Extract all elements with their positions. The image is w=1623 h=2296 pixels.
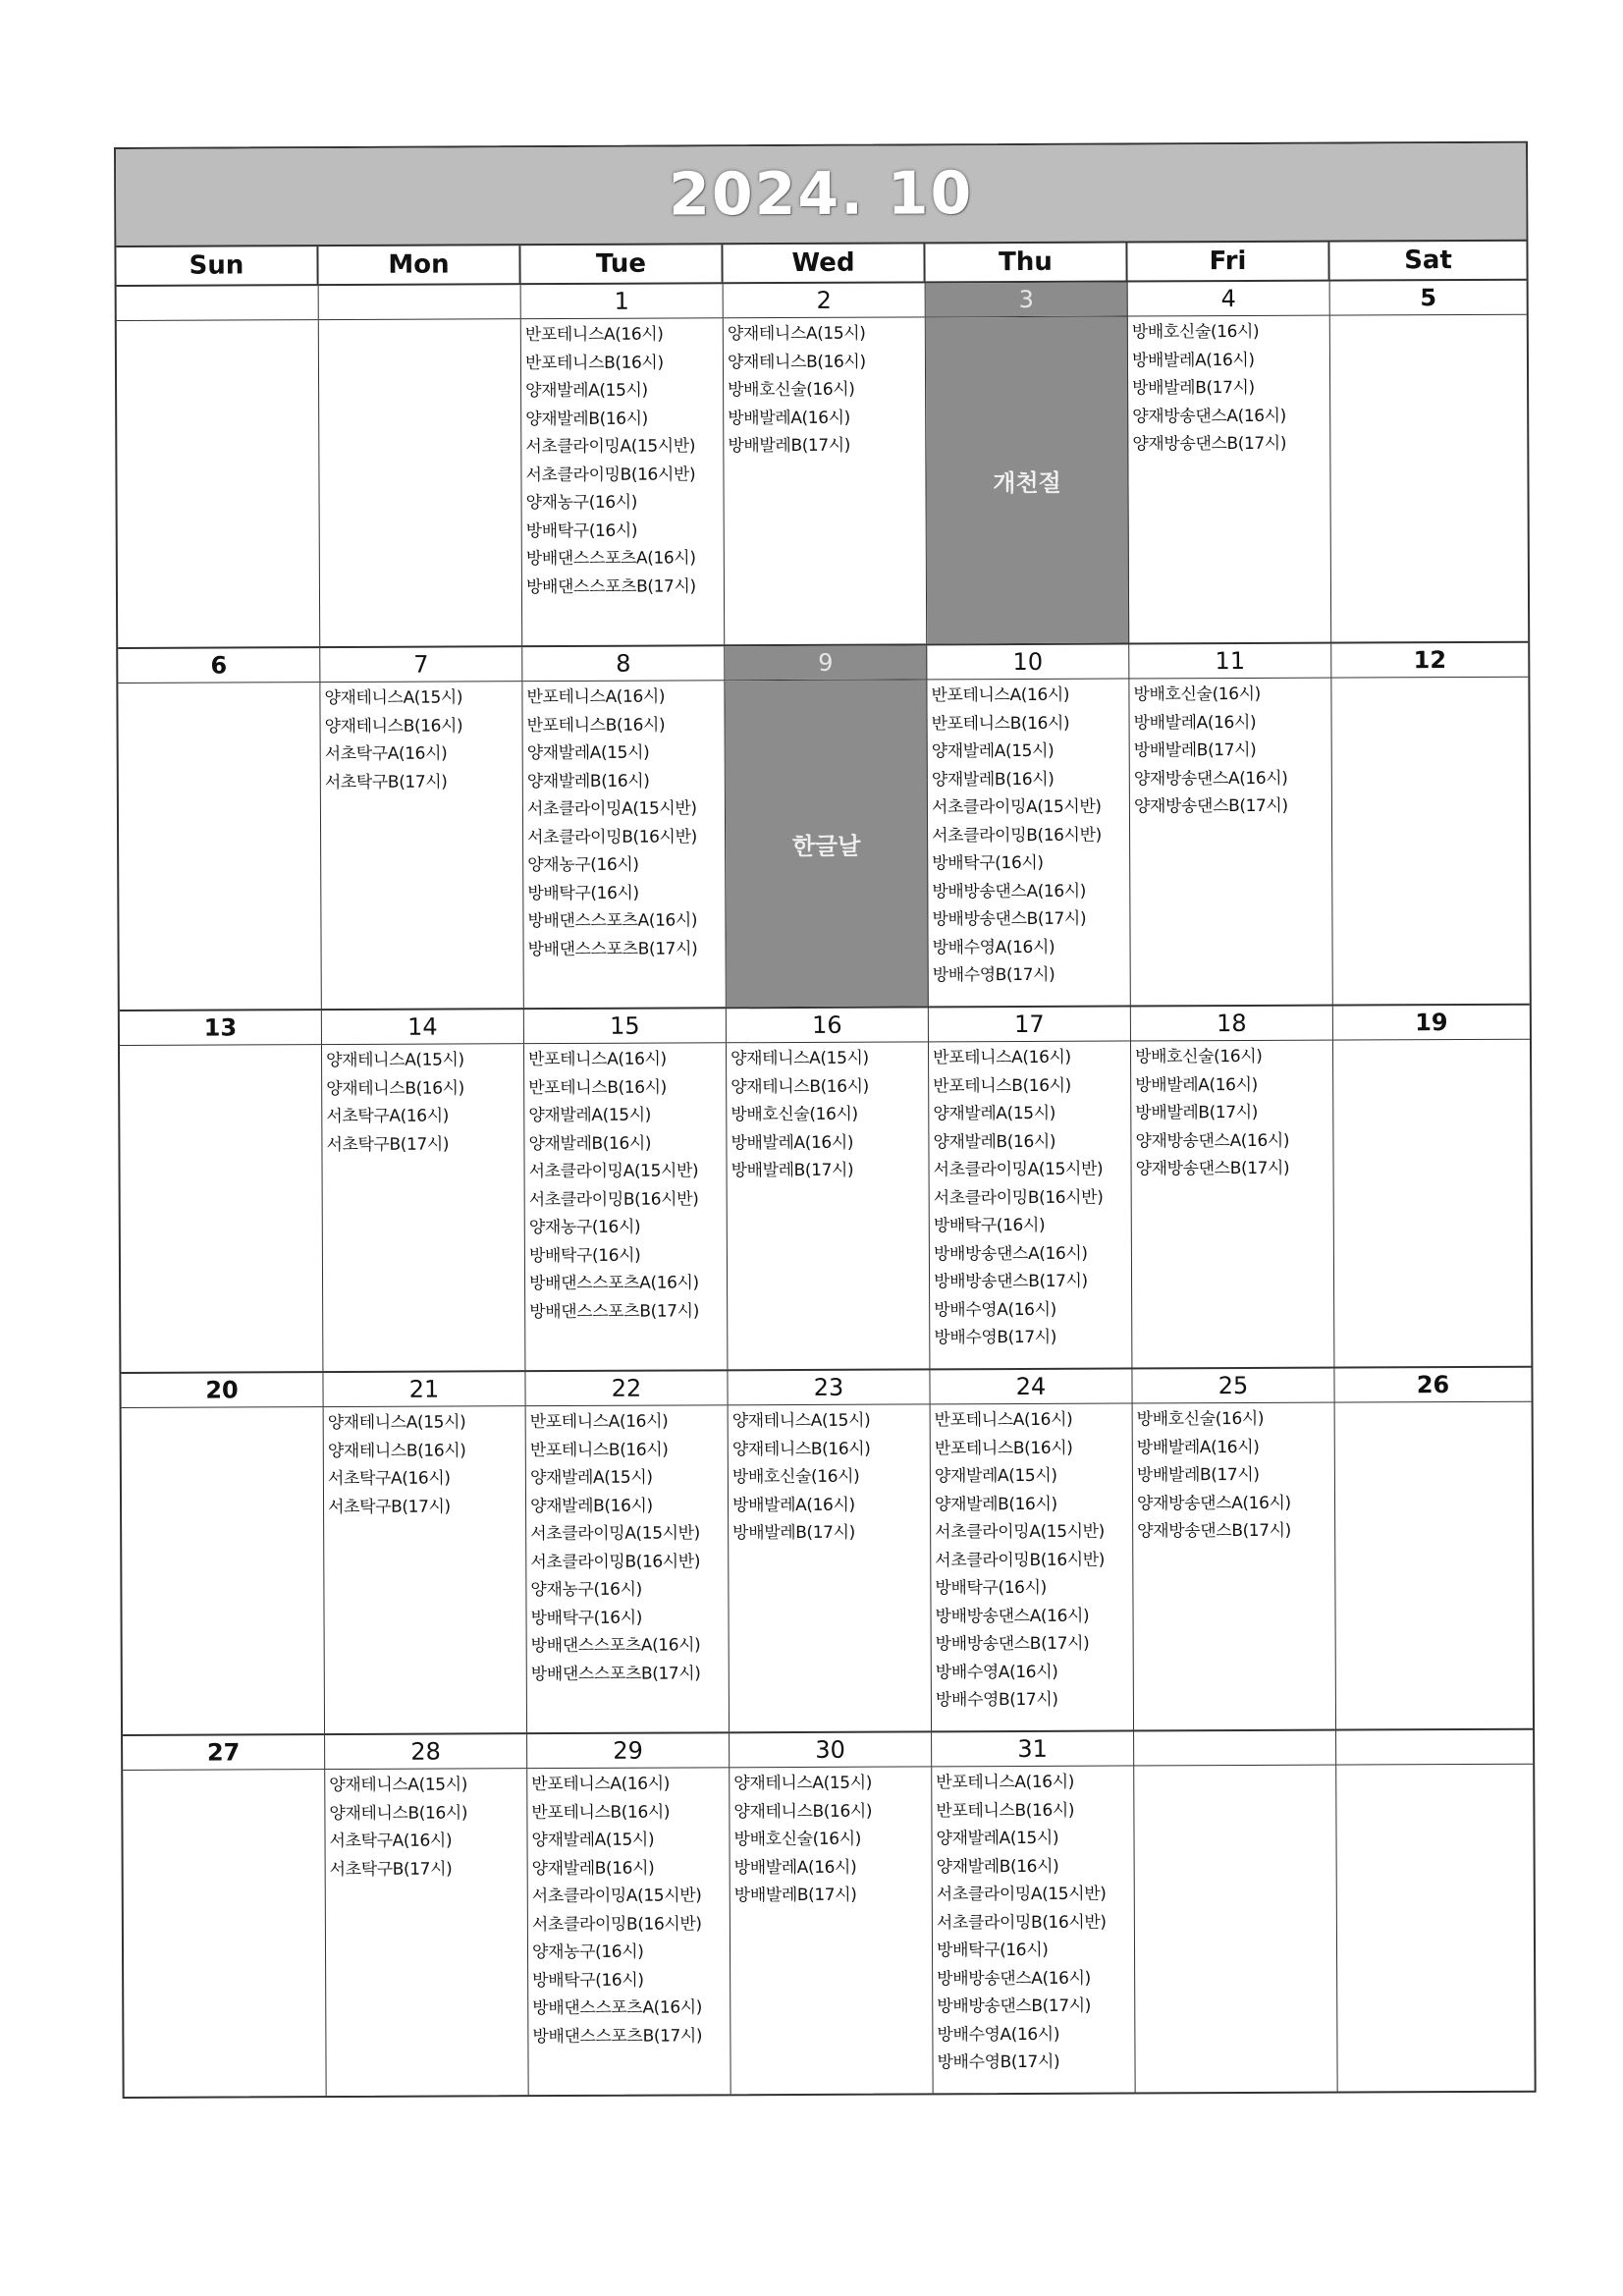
date-number: 10: [927, 644, 1129, 679]
program-item: 양재발레B(16시): [931, 769, 1055, 790]
program-item: 양재테니스B(16시): [733, 1801, 873, 1822]
date-number: 28: [325, 1734, 527, 1769]
calendar-week: [120, 1006, 1532, 1374]
day-cell: [522, 681, 726, 1008]
program-item: 양재발레A(15시): [934, 1465, 1057, 1487]
day-cell: [725, 680, 928, 1007]
program-item: 반포테니스A(16시): [936, 1772, 1074, 1793]
date-number: 25: [1132, 1369, 1334, 1403]
program-item: 방배발레A(16시): [1131, 350, 1255, 370]
program-item: 방배방송댄스B(17시): [934, 1271, 1088, 1292]
program-item: 서초클라이밍A(15시반): [525, 436, 696, 458]
program-item: 서초클라이밍A(15시반): [931, 796, 1102, 818]
day-cell: [926, 316, 1129, 643]
program-item: 방배탁구(16시): [528, 1245, 641, 1266]
day-cell: [729, 1404, 932, 1731]
program-item: 반포테니스A(16시): [528, 1049, 667, 1070]
program-item: 서초클라이밍A(15시반): [936, 1884, 1107, 1905]
program-item: 양재테니스A(15시): [733, 1773, 872, 1794]
program-item: 방배수영A(16시): [934, 1299, 1056, 1320]
date-number: 11: [1129, 644, 1331, 679]
program-item: 방배댄스스포츠B(17시): [530, 1663, 701, 1684]
weekday-header-row: [116, 242, 1526, 287]
program-item: 양재발레A(15시): [936, 1828, 1059, 1849]
program-item: 방배호신술(16시): [1133, 683, 1261, 705]
program-item: 서초클라이밍A(15시반): [935, 1521, 1105, 1543]
program-item: 방배수영A(16시): [935, 1662, 1058, 1682]
program-item: 반포테니스A(16시): [524, 324, 664, 346]
program-item: 방배탁구(16시): [532, 1970, 644, 1991]
program-item: 방배방송댄스B(17시): [932, 908, 1087, 930]
program-item: 반포테니스B(16시): [528, 1077, 667, 1098]
day-cell: [1133, 1403, 1336, 1730]
calendar-week: [123, 1730, 1535, 2097]
day-cell: [1134, 1766, 1337, 2093]
program-item: 방배발레A(16시): [731, 1495, 855, 1515]
date-number: 1: [521, 284, 724, 318]
program-item: 방배호신술(16시): [1131, 321, 1260, 343]
day-cell: [120, 1045, 323, 1372]
date-number: 15: [524, 1009, 727, 1043]
program-item: 양재방송댄스A(16시): [1133, 768, 1288, 789]
program-item: 양재농구(16시): [527, 854, 639, 876]
program-item: 반포테니스A(16시): [529, 1411, 669, 1433]
program-item: 방배발레B(17시): [733, 1885, 857, 1906]
day-cell: [1330, 315, 1528, 642]
date-number: 22: [525, 1371, 728, 1405]
program-item: 방배수영B(17시): [937, 2051, 1060, 2073]
program-item: 양재발레A(15시): [525, 380, 648, 402]
holiday-name: 개천절: [993, 468, 1061, 497]
program-item: 반포테니스B(16시): [524, 353, 664, 373]
day-cell: [117, 320, 320, 647]
weekday-mon: Mon: [318, 246, 520, 284]
program-item: 양재테니스A(15시): [731, 1410, 871, 1432]
program-item: 양재테니스A(15시): [327, 1412, 466, 1434]
date-number: 17: [929, 1007, 1131, 1041]
program-item: 방배탁구(16시): [530, 1608, 643, 1628]
program-item: 서초클라이밍A(15시반): [528, 1161, 699, 1182]
program-item: 반포테니스B(16시): [531, 1802, 671, 1823]
program-item: 방배탁구(16시): [932, 852, 1044, 874]
program-item: 양재방송댄스A(16시): [1135, 1130, 1290, 1151]
program-item: 양재테니스B(16시): [327, 1440, 466, 1461]
program-item: 양재방송댄스A(16시): [1132, 406, 1286, 426]
program-item: 방배탁구(16시): [936, 1940, 1049, 1961]
day-cell: [730, 1767, 933, 2094]
day-cell: [932, 1766, 1135, 2093]
program-item: 서초클라이밍B(16시반): [531, 1913, 702, 1935]
program-item: 양재발레B(16시): [531, 1858, 655, 1879]
calendar-weeks: [117, 281, 1535, 2097]
schedule-row: [117, 315, 1528, 647]
program-item: 서초클라이밍A(15시반): [531, 1886, 702, 1907]
date-number: 27: [123, 1735, 325, 1770]
date-number: 16: [727, 1008, 929, 1042]
program-item: 양재발레B(16시): [525, 409, 648, 429]
date-number: [319, 285, 521, 319]
program-item: 양재테니스A(15시): [329, 1775, 467, 1796]
program-item: 방배수영B(17시): [932, 964, 1055, 986]
day-cell: [927, 679, 1130, 1006]
day-cell: [122, 1407, 325, 1734]
weekday-tue: Tue: [520, 245, 723, 283]
program-item: 방배댄스스포츠B(17시): [529, 1300, 699, 1322]
program-item: 방배발레B(17시): [728, 435, 851, 457]
program-item: 양재테니스A(15시): [730, 1048, 869, 1069]
program-item: 방배발레B(17시): [1136, 1464, 1260, 1486]
program-item: 방배발레B(17시): [1132, 377, 1255, 399]
day-cell: [727, 1042, 930, 1369]
date-number: 20: [121, 1373, 323, 1407]
program-item: 양재농구(16시): [531, 1941, 644, 1963]
program-item: 방배탁구(16시): [933, 1215, 1046, 1236]
weekday-sun: Sun: [116, 246, 318, 285]
calendar-week: [118, 643, 1530, 1011]
program-item: 서초탁구B(17시): [324, 772, 448, 793]
day-cell: [1129, 679, 1332, 1006]
program-item: 방배탁구(16시): [525, 520, 638, 541]
program-item: 방배호신술(16시): [1135, 1046, 1263, 1067]
program-item: 양재방송댄스B(17시): [1133, 795, 1288, 817]
program-item: 양재테니스B(16시): [324, 715, 463, 737]
date-number: 13: [120, 1011, 322, 1045]
schedule-row: [123, 1765, 1534, 2097]
date-number: 4: [1128, 282, 1330, 316]
date-number: 24: [930, 1369, 1132, 1403]
program-item: 방배발레A(16시): [733, 1857, 857, 1878]
program-item: 방배발레A(16시): [1136, 1437, 1260, 1457]
date-number: 9: [725, 645, 927, 680]
date-number: 18: [1131, 1007, 1333, 1041]
program-item: 방배방송댄스B(17시): [935, 1633, 1090, 1655]
day-cell: [931, 1403, 1134, 1730]
program-item: 양재테니스B(16시): [730, 1076, 869, 1097]
program-item: 서초탁구A(16시): [329, 1831, 453, 1852]
program-item: 방배호신술(16시): [733, 1829, 862, 1850]
date-number: 29: [527, 1733, 730, 1768]
program-item: 방배호신술(16시): [731, 1466, 860, 1488]
program-item: 방배댄스스포츠A(16시): [525, 548, 696, 570]
day-cell: [324, 1406, 527, 1733]
program-item: 반포테니스B(16시): [933, 1075, 1071, 1096]
day-cell: [325, 1769, 528, 2096]
program-item: 반포테니스B(16시): [934, 1438, 1073, 1458]
weekday-thu: Thu: [925, 243, 1127, 281]
program-item: 서초클라이밍B(16시반): [936, 1912, 1107, 1933]
date-number: 21: [323, 1372, 525, 1406]
calendar: [114, 141, 1537, 2099]
program-item: 방배방송댄스A(16시): [932, 881, 1087, 902]
program-item: 양재테니스B(16시): [727, 352, 866, 372]
program-item: 양재발레B(16시): [528, 1133, 652, 1154]
program-item: 반포테니스B(16시): [529, 1440, 669, 1460]
program-item: 양재발레A(15시): [526, 742, 650, 764]
program-item: 양재방송댄스A(16시): [1136, 1493, 1291, 1513]
program-item: 방배탁구(16시): [935, 1577, 1047, 1599]
day-cell: [1336, 1765, 1534, 2092]
day-cell: [320, 682, 523, 1009]
program-item: 양재테니스B(16시): [326, 1077, 464, 1099]
program-item: 반포테니스A(16시): [934, 1409, 1073, 1431]
program-item: 방배댄스스포츠A(16시): [532, 1997, 703, 2019]
day-cell: [1331, 678, 1529, 1005]
date-number: 31: [932, 1731, 1134, 1766]
program-item: 양재발레A(15시): [933, 1103, 1055, 1124]
date-number: 7: [320, 647, 522, 682]
program-item: 방배발레A(16시): [730, 1132, 854, 1153]
weekday-wed: Wed: [723, 244, 925, 282]
program-item: 서초클라이밍B(16시반): [525, 464, 696, 485]
date-number: 2: [724, 283, 926, 317]
program-item: 방배발레A(16시): [1135, 1074, 1258, 1095]
date-number: 3: [926, 282, 1128, 316]
program-item: 양재방송댄스B(17시): [1135, 1158, 1290, 1179]
program-item: 방배방송댄스B(17시): [937, 1995, 1092, 2017]
program-item: 서초클라이밍B(16시반): [935, 1550, 1106, 1570]
program-item: 서초탁구B(17시): [326, 1134, 450, 1155]
program-item: 양재테니스A(15시): [727, 323, 866, 345]
program-item: 방배탁구(16시): [527, 883, 639, 903]
program-item: 반포테니스B(16시): [526, 715, 666, 736]
date-number: [1336, 1730, 1533, 1765]
date-number: 23: [728, 1370, 930, 1404]
program-item: 양재테니스B(16시): [731, 1439, 871, 1459]
program-item: 방배댄스스포츠A(16시): [530, 1635, 701, 1657]
day-cell: [524, 1043, 728, 1370]
date-number: [117, 286, 319, 320]
program-item: 방배댄스스포츠A(16시): [529, 1273, 699, 1294]
program-item: 방배발레B(17시): [730, 1160, 854, 1181]
program-item: 양재발레B(16시): [526, 771, 650, 792]
program-item: 방배발레B(17시): [1135, 1102, 1259, 1123]
program-item: 반포테니스A(16시): [526, 686, 666, 708]
program-item: 양재발레B(16시): [933, 1131, 1056, 1152]
date-number: 26: [1416, 1371, 1450, 1399]
program-item: 양재발레A(15시): [528, 1105, 651, 1126]
day-cell: [929, 1041, 1132, 1368]
program-item: 반포테니스A(16시): [531, 1774, 670, 1795]
program-item: 방배호신술(16시): [728, 379, 855, 401]
day-cell: [123, 1770, 326, 2097]
date-number: 6: [118, 648, 320, 683]
program-item: 방배호신술(16시): [1136, 1408, 1265, 1430]
program-item: 서초탁구B(17시): [329, 1859, 453, 1880]
program-item: 서초클라이밍A(15시반): [933, 1159, 1104, 1180]
program-item: 방배발레B(17시): [732, 1522, 855, 1544]
program-item: 방배방송댄스A(16시): [935, 1606, 1090, 1626]
program-item: 방배발레A(16시): [1133, 712, 1257, 733]
program-item: 방배댄스스포츠A(16시): [527, 910, 698, 932]
program-item: 서초탁구A(16시): [324, 743, 448, 765]
weekday-fri: Fri: [1127, 243, 1329, 281]
calendar-title: 2024. 10: [668, 159, 974, 230]
program-item: 반포테니스B(16시): [936, 1800, 1075, 1821]
program-item: 방배댄스스포츠B(17시): [532, 2025, 703, 2047]
program-item: 반포테니스A(16시): [931, 684, 1070, 706]
program-item: 방배수영A(16시): [937, 2024, 1060, 2045]
day-cell: [118, 683, 321, 1010]
program-item: 방배수영A(16시): [932, 937, 1055, 957]
date-number: 14: [322, 1010, 524, 1044]
day-cell: [526, 1405, 730, 1732]
holiday-name: 한글날: [791, 832, 861, 860]
day-cell: [1335, 1402, 1533, 1729]
schedule-row: [122, 1402, 1533, 1734]
program-item: 방배발레A(16시): [728, 408, 850, 428]
program-item: 반포테니스B(16시): [931, 713, 1070, 734]
date-number: 8: [522, 646, 725, 681]
schedule-row: [118, 678, 1529, 1010]
program-item: 양재발레A(15시): [529, 1467, 653, 1489]
program-item: 서초클라이밍B(16시반): [933, 1187, 1104, 1208]
program-item: 방배호신술(16시): [730, 1104, 858, 1125]
program-item: 양재방송댄스B(17시): [1137, 1520, 1291, 1542]
program-item: 반포테니스A(16시): [933, 1047, 1071, 1068]
program-item: 양재발레B(16시): [934, 1494, 1057, 1514]
program-item: 서초탁구A(16시): [327, 1468, 451, 1490]
date-number: 30: [730, 1732, 932, 1767]
program-item: 서초탁구B(17시): [327, 1497, 451, 1517]
program-item: 양재테니스B(16시): [329, 1802, 468, 1824]
day-cell: [1128, 316, 1331, 643]
day-cell: [521, 318, 725, 645]
program-item: 방배방송댄스A(16시): [937, 1968, 1091, 1989]
program-item: 양재농구(16시): [530, 1579, 642, 1601]
program-item: 양재발레B(16시): [936, 1856, 1059, 1877]
program-item: 서초클라이밍A(15시반): [526, 798, 697, 820]
date-number: 12: [1413, 646, 1447, 675]
day-cell: [527, 1768, 730, 2095]
program-item: 양재방송댄스B(17시): [1132, 433, 1287, 455]
date-number: 19: [1415, 1009, 1448, 1037]
day-cell: [319, 319, 522, 646]
program-item: 서초클라이밍B(16시반): [932, 825, 1102, 846]
program-item: 방배댄스스포츠B(17시): [527, 938, 698, 959]
program-item: 양재농구(16시): [528, 1217, 641, 1238]
program-item: 양재발레A(15시): [931, 740, 1055, 762]
program-item: 서초클라이밍B(16시반): [530, 1551, 701, 1572]
program-item: 양재테니스A(15시): [324, 687, 463, 709]
day-cell: [1131, 1041, 1334, 1368]
program-item: 양재발레A(15시): [531, 1830, 655, 1851]
program-item: 양재테니스A(15시): [326, 1050, 464, 1071]
date-number: [1134, 1731, 1336, 1766]
day-cell: [724, 317, 927, 644]
program-item: 서초클라이밍A(15시반): [530, 1523, 700, 1545]
program-item: 방배수영B(17시): [935, 1689, 1058, 1711]
program-item: 양재발레B(16시): [529, 1496, 653, 1516]
program-item: 서초탁구A(16시): [326, 1106, 449, 1127]
day-cell: [322, 1044, 525, 1371]
program-item: 방배댄스스포츠B(17시): [525, 575, 696, 597]
weekday-sat: Sat: [1404, 246, 1452, 276]
schedule-row: [120, 1040, 1531, 1372]
date-number: 5: [1420, 284, 1437, 312]
program-item: 양재농구(16시): [525, 492, 638, 514]
program-item: 방배방송댄스A(16시): [933, 1243, 1088, 1264]
program-item: 서초클라이밍B(16시반): [528, 1188, 699, 1210]
calendar-week: [121, 1368, 1533, 1736]
program-item: 서초클라이밍B(16시반): [527, 826, 697, 847]
calendar-week: [117, 281, 1529, 649]
calendar-title-bar: [116, 143, 1526, 247]
program-item: 방배발레B(17시): [1133, 739, 1257, 761]
day-cell: [1333, 1040, 1531, 1367]
program-item: 방배수영B(17시): [934, 1327, 1057, 1348]
